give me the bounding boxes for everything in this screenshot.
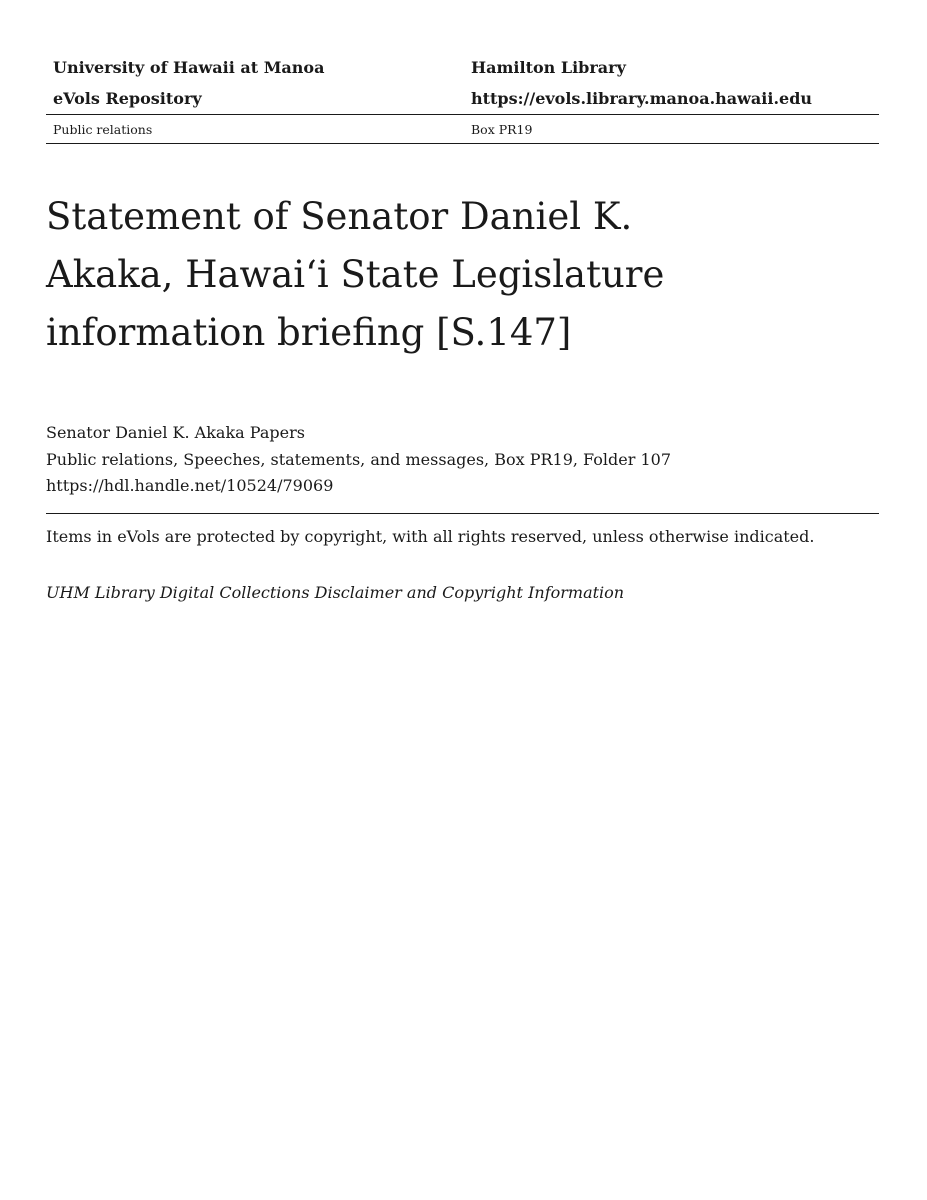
papers-collection: Senator Daniel K. Akaka Papers [46,423,305,442]
header-row-2 [46,83,879,114]
handle-link[interactable]: https://hdl.handle.net/10524/79069 [46,476,334,495]
header-row-3 [46,115,879,143]
section-divider [46,513,879,514]
document-title: Statement of Senator Daniel K. Akaka, Hawai‘i State Legislature information briefing [S.147] [46,195,665,354]
copyright-notice: Items in eVols are protected by copyright, with all rights reserved, unless otherwise indicated. [46,527,815,546]
box-label: Box PR19 [471,121,533,137]
folder-location: Public relations, Speeches, statements, and messages, Box PR19, Folder 107 [46,449,671,469]
repository-url[interactable]: https://evols.library.manoa.hawaii.edu [471,89,813,108]
document-metadata [46,420,671,500]
header-table [46,52,879,144]
institution-name: University of Hawaii at Manoa [53,58,325,77]
header-row-1 [46,52,879,83]
collection-name: Public relations [53,121,153,137]
disclaimer-link[interactable]: UHM Library Digital Collections Disclaimer and Copyright Information [46,583,625,602]
header-bottom-divider [46,143,879,144]
repository-name: eVols Repository [53,89,202,108]
library-name: Hamilton Library [471,58,626,77]
